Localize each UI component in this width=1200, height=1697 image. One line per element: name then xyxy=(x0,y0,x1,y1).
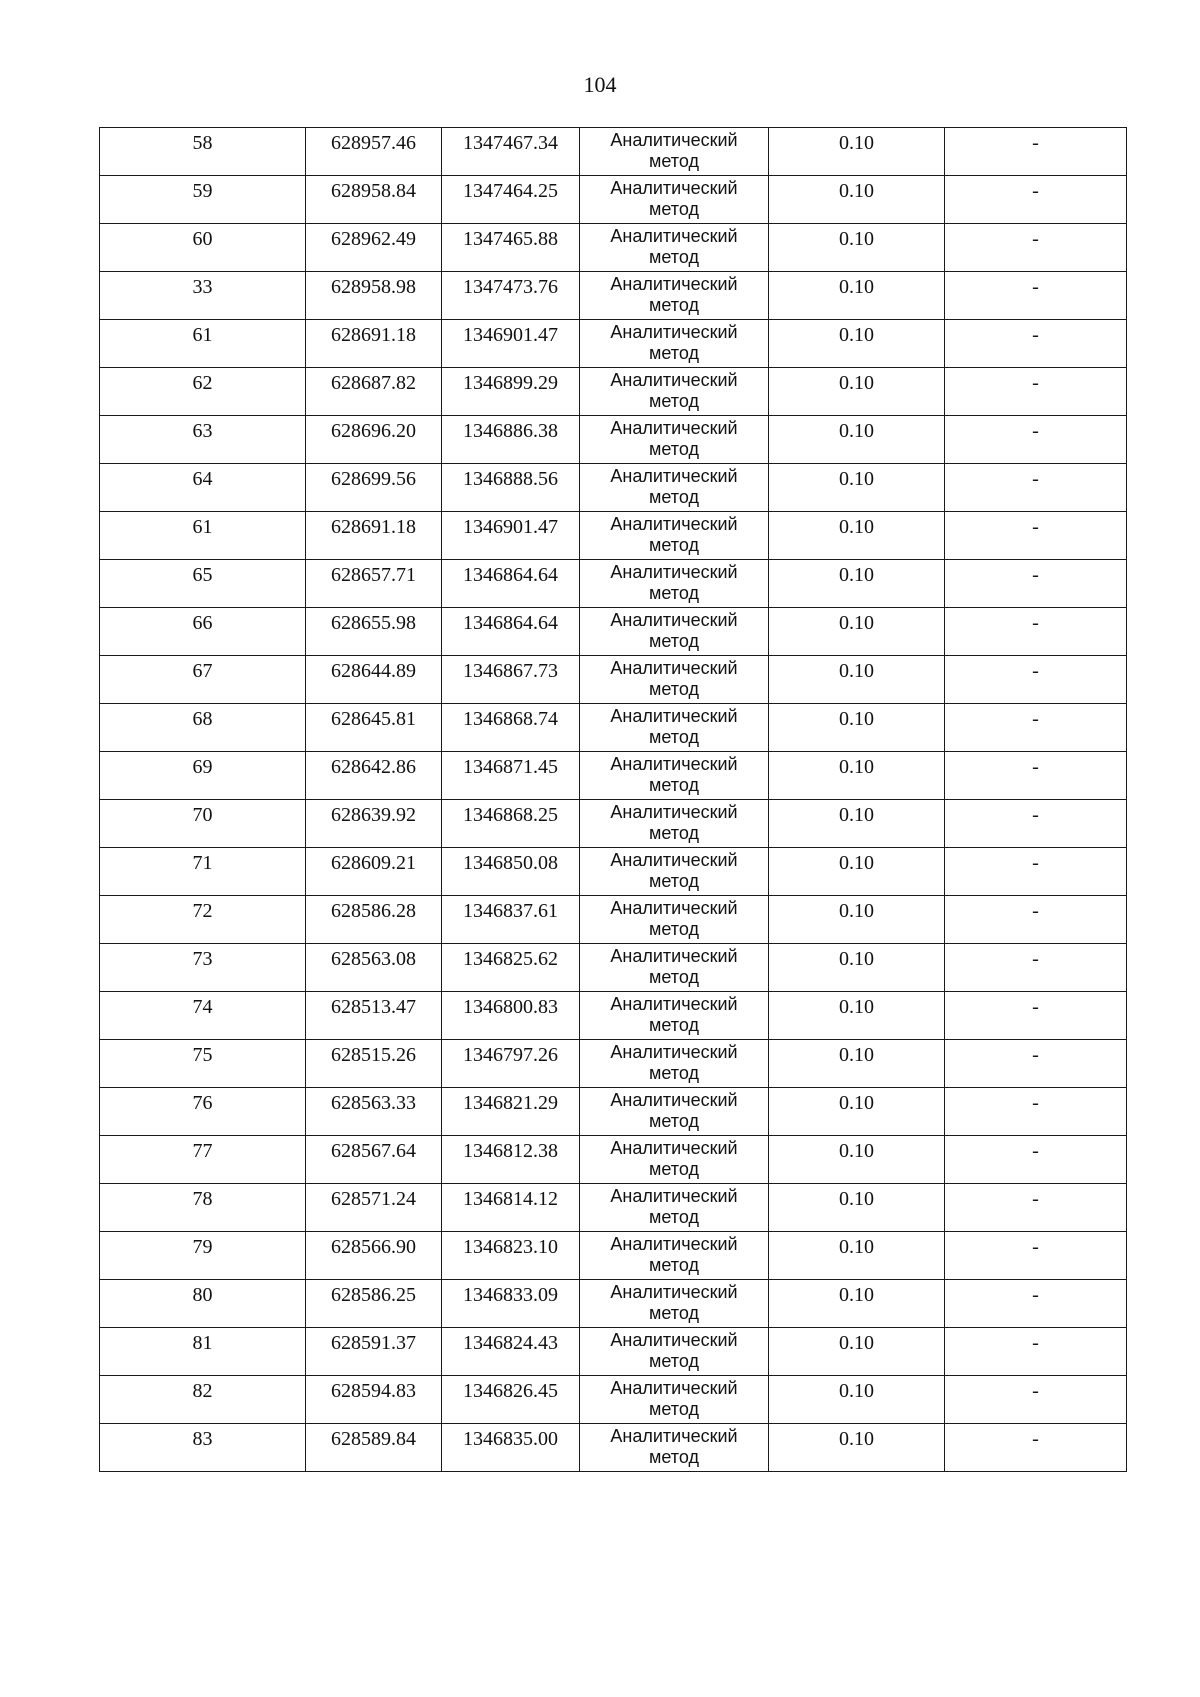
method-line-1: Аналитический xyxy=(610,1378,738,1398)
table-row xyxy=(100,992,1127,1040)
method-cell xyxy=(580,896,769,944)
method-line-2: метод xyxy=(649,295,699,315)
x-coordinate-cell: 628515.26 xyxy=(306,1040,442,1088)
y-coordinate-cell: 1346886.38 xyxy=(442,416,580,464)
accuracy-cell: 0.10 xyxy=(769,1424,945,1472)
method-line-2: метод xyxy=(649,1111,699,1131)
point-number-cell: 74 xyxy=(100,992,306,1040)
accuracy-cell: 0.10 xyxy=(769,560,945,608)
accuracy-cell: 0.10 xyxy=(769,320,945,368)
y-coordinate-cell: 1346888.56 xyxy=(442,464,580,512)
y-coordinate-cell: 1347465.88 xyxy=(442,224,580,272)
accuracy-cell: 0.10 xyxy=(769,464,945,512)
point-number-cell: 77 xyxy=(100,1136,306,1184)
y-coordinate-cell: 1346835.00 xyxy=(442,1424,580,1472)
x-coordinate-cell: 628589.84 xyxy=(306,1424,442,1472)
y-coordinate-cell: 1347464.25 xyxy=(442,176,580,224)
point-number-cell: 65 xyxy=(100,560,306,608)
x-coordinate-cell: 628609.21 xyxy=(306,848,442,896)
accuracy-cell: 0.10 xyxy=(769,1232,945,1280)
method-line-1: Аналитический xyxy=(610,274,738,294)
method-line-2: метод xyxy=(649,247,699,267)
note-cell: - xyxy=(945,704,1127,752)
table-row xyxy=(100,656,1127,704)
method-line-2: метод xyxy=(649,823,699,843)
note-cell: - xyxy=(945,320,1127,368)
y-coordinate-cell: 1346868.74 xyxy=(442,704,580,752)
method-line-1: Аналитический xyxy=(610,1330,738,1350)
accuracy-cell: 0.10 xyxy=(769,896,945,944)
table-row xyxy=(100,560,1127,608)
method-line-1: Аналитический xyxy=(610,706,738,726)
y-coordinate-cell: 1346797.26 xyxy=(442,1040,580,1088)
method-cell xyxy=(580,272,769,320)
note-cell: - xyxy=(945,992,1127,1040)
x-coordinate-cell: 628563.33 xyxy=(306,1088,442,1136)
accuracy-cell: 0.10 xyxy=(769,128,945,176)
page-number: 104 xyxy=(583,72,617,97)
table-row xyxy=(100,368,1127,416)
point-number-cell: 73 xyxy=(100,944,306,992)
table-row xyxy=(100,608,1127,656)
method-line-2: метод xyxy=(649,487,699,507)
method-line-2: метод xyxy=(649,919,699,939)
accuracy-cell: 0.10 xyxy=(769,368,945,416)
accuracy-cell: 0.10 xyxy=(769,512,945,560)
method-line-1: Аналитический xyxy=(610,994,738,1014)
y-coordinate-cell: 1346864.64 xyxy=(442,560,580,608)
y-coordinate-cell: 1346833.09 xyxy=(442,1280,580,1328)
point-number-cell: 58 xyxy=(100,128,306,176)
x-coordinate-cell: 628591.37 xyxy=(306,1328,442,1376)
method-line-2: метод xyxy=(649,871,699,891)
accuracy-cell: 0.10 xyxy=(769,1328,945,1376)
method-line-2: метод xyxy=(649,1207,699,1227)
coordinates-table-body xyxy=(100,128,1127,1472)
method-line-1: Аналитический xyxy=(610,1234,738,1254)
note-cell: - xyxy=(945,224,1127,272)
method-cell xyxy=(580,800,769,848)
accuracy-cell: 0.10 xyxy=(769,176,945,224)
x-coordinate-cell: 628566.90 xyxy=(306,1232,442,1280)
method-cell xyxy=(580,464,769,512)
y-coordinate-cell: 1346821.29 xyxy=(442,1088,580,1136)
point-number-cell: 61 xyxy=(100,512,306,560)
method-line-1: Аналитический xyxy=(610,1090,738,1110)
table-row xyxy=(100,464,1127,512)
method-line-2: метод xyxy=(649,1303,699,1323)
point-number-cell: 69 xyxy=(100,752,306,800)
accuracy-cell: 0.10 xyxy=(769,1136,945,1184)
method-cell xyxy=(580,704,769,752)
method-line-1: Аналитический xyxy=(610,130,738,150)
note-cell: - xyxy=(945,608,1127,656)
method-cell xyxy=(580,1136,769,1184)
point-number-cell: 67 xyxy=(100,656,306,704)
note-cell: - xyxy=(945,1040,1127,1088)
point-number-cell: 78 xyxy=(100,1184,306,1232)
method-line-2: метод xyxy=(649,1255,699,1275)
method-line-2: метод xyxy=(649,1159,699,1179)
point-number-cell: 76 xyxy=(100,1088,306,1136)
method-cell xyxy=(580,1232,769,1280)
note-cell: - xyxy=(945,1136,1127,1184)
method-cell xyxy=(580,512,769,560)
note-cell: - xyxy=(945,1328,1127,1376)
note-cell: - xyxy=(945,464,1127,512)
method-line-1: Аналитический xyxy=(610,850,738,870)
x-coordinate-cell: 628645.81 xyxy=(306,704,442,752)
table-row xyxy=(100,1040,1127,1088)
method-line-1: Аналитический xyxy=(610,1042,738,1062)
method-line-2: метод xyxy=(649,439,699,459)
y-coordinate-cell: 1346837.61 xyxy=(442,896,580,944)
point-number-cell: 64 xyxy=(100,464,306,512)
y-coordinate-cell: 1346871.45 xyxy=(442,752,580,800)
y-coordinate-cell: 1346901.47 xyxy=(442,512,580,560)
method-cell xyxy=(580,656,769,704)
note-cell: - xyxy=(945,848,1127,896)
method-line-2: метод xyxy=(649,1351,699,1371)
note-cell: - xyxy=(945,272,1127,320)
method-line-2: метод xyxy=(649,151,699,171)
table-row xyxy=(100,176,1127,224)
table-row xyxy=(100,416,1127,464)
accuracy-cell: 0.10 xyxy=(769,848,945,896)
method-cell xyxy=(580,1424,769,1472)
x-coordinate-cell: 628586.25 xyxy=(306,1280,442,1328)
method-cell xyxy=(580,224,769,272)
point-number-cell: 70 xyxy=(100,800,306,848)
coordinates-table xyxy=(99,127,1127,1472)
y-coordinate-cell: 1346899.29 xyxy=(442,368,580,416)
method-cell xyxy=(580,608,769,656)
point-number-cell: 82 xyxy=(100,1376,306,1424)
method-line-2: метод xyxy=(649,1447,699,1467)
x-coordinate-cell: 628958.98 xyxy=(306,272,442,320)
point-number-cell: 61 xyxy=(100,320,306,368)
x-coordinate-cell: 628699.56 xyxy=(306,464,442,512)
table-row xyxy=(100,224,1127,272)
table-row xyxy=(100,272,1127,320)
x-coordinate-cell: 628567.64 xyxy=(306,1136,442,1184)
x-coordinate-cell: 628586.28 xyxy=(306,896,442,944)
y-coordinate-cell: 1346814.12 xyxy=(442,1184,580,1232)
point-number-cell: 75 xyxy=(100,1040,306,1088)
x-coordinate-cell: 628958.84 xyxy=(306,176,442,224)
x-coordinate-cell: 628644.89 xyxy=(306,656,442,704)
note-cell: - xyxy=(945,1184,1127,1232)
method-cell xyxy=(580,416,769,464)
x-coordinate-cell: 628691.18 xyxy=(306,320,442,368)
method-line-1: Аналитический xyxy=(610,946,738,966)
y-coordinate-cell: 1346825.62 xyxy=(442,944,580,992)
accuracy-cell: 0.10 xyxy=(769,608,945,656)
method-line-1: Аналитический xyxy=(610,754,738,774)
method-cell xyxy=(580,1280,769,1328)
y-coordinate-cell: 1346850.08 xyxy=(442,848,580,896)
y-coordinate-cell: 1346823.10 xyxy=(442,1232,580,1280)
table-row xyxy=(100,944,1127,992)
y-coordinate-cell: 1346812.38 xyxy=(442,1136,580,1184)
y-coordinate-cell: 1346800.83 xyxy=(442,992,580,1040)
point-number-cell: 63 xyxy=(100,416,306,464)
accuracy-cell: 0.10 xyxy=(769,272,945,320)
note-cell: - xyxy=(945,1088,1127,1136)
method-line-1: Аналитический xyxy=(610,802,738,822)
note-cell: - xyxy=(945,1280,1127,1328)
note-cell: - xyxy=(945,560,1127,608)
note-cell: - xyxy=(945,656,1127,704)
method-cell xyxy=(580,1088,769,1136)
y-coordinate-cell: 1346901.47 xyxy=(442,320,580,368)
x-coordinate-cell: 628563.08 xyxy=(306,944,442,992)
method-line-2: метод xyxy=(649,967,699,987)
note-cell: - xyxy=(945,128,1127,176)
method-line-2: метод xyxy=(649,1399,699,1419)
method-cell xyxy=(580,1184,769,1232)
y-coordinate-cell: 1346867.73 xyxy=(442,656,580,704)
point-number-cell: 66 xyxy=(100,608,306,656)
x-coordinate-cell: 628571.24 xyxy=(306,1184,442,1232)
method-line-2: метод xyxy=(649,727,699,747)
y-coordinate-cell: 1346868.25 xyxy=(442,800,580,848)
table-row xyxy=(100,1424,1127,1472)
table-row xyxy=(100,752,1127,800)
table-row xyxy=(100,1280,1127,1328)
y-coordinate-cell: 1347467.34 xyxy=(442,128,580,176)
table-row xyxy=(100,1184,1127,1232)
note-cell: - xyxy=(945,1376,1127,1424)
method-cell xyxy=(580,560,769,608)
table-row xyxy=(100,704,1127,752)
method-cell xyxy=(580,752,769,800)
method-cell xyxy=(580,848,769,896)
y-coordinate-cell: 1346864.64 xyxy=(442,608,580,656)
method-line-2: метод xyxy=(649,391,699,411)
point-number-cell: 60 xyxy=(100,224,306,272)
method-line-1: Аналитический xyxy=(610,370,738,390)
y-coordinate-cell: 1346826.45 xyxy=(442,1376,580,1424)
note-cell: - xyxy=(945,512,1127,560)
accuracy-cell: 0.10 xyxy=(769,1088,945,1136)
method-cell xyxy=(580,128,769,176)
accuracy-cell: 0.10 xyxy=(769,224,945,272)
method-cell xyxy=(580,992,769,1040)
x-coordinate-cell: 628657.71 xyxy=(306,560,442,608)
table-row xyxy=(100,512,1127,560)
table-row xyxy=(100,1328,1127,1376)
method-line-1: Аналитический xyxy=(610,1138,738,1158)
point-number-cell: 62 xyxy=(100,368,306,416)
point-number-cell: 71 xyxy=(100,848,306,896)
note-cell: - xyxy=(945,1424,1127,1472)
method-line-1: Аналитический xyxy=(610,514,738,534)
point-number-cell: 83 xyxy=(100,1424,306,1472)
method-line-1: Аналитический xyxy=(610,1186,738,1206)
table-row xyxy=(100,320,1127,368)
accuracy-cell: 0.10 xyxy=(769,752,945,800)
method-line-2: метод xyxy=(649,775,699,795)
accuracy-cell: 0.10 xyxy=(769,1184,945,1232)
method-cell xyxy=(580,368,769,416)
x-coordinate-cell: 628691.18 xyxy=(306,512,442,560)
table-row xyxy=(100,848,1127,896)
point-number-cell: 72 xyxy=(100,896,306,944)
note-cell: - xyxy=(945,800,1127,848)
accuracy-cell: 0.10 xyxy=(769,656,945,704)
accuracy-cell: 0.10 xyxy=(769,416,945,464)
method-line-1: Аналитический xyxy=(610,898,738,918)
x-coordinate-cell: 628962.49 xyxy=(306,224,442,272)
method-line-1: Аналитический xyxy=(610,418,738,438)
method-line-2: метод xyxy=(649,679,699,699)
method-cell xyxy=(580,944,769,992)
accuracy-cell: 0.10 xyxy=(769,992,945,1040)
method-line-2: метод xyxy=(649,583,699,603)
note-cell: - xyxy=(945,416,1127,464)
table-row xyxy=(100,1376,1127,1424)
x-coordinate-cell: 628655.98 xyxy=(306,608,442,656)
method-line-1: Аналитический xyxy=(610,322,738,342)
accuracy-cell: 0.10 xyxy=(769,1280,945,1328)
x-coordinate-cell: 628594.83 xyxy=(306,1376,442,1424)
note-cell: - xyxy=(945,944,1127,992)
accuracy-cell: 0.10 xyxy=(769,1040,945,1088)
note-cell: - xyxy=(945,752,1127,800)
method-line-1: Аналитический xyxy=(610,658,738,678)
x-coordinate-cell: 628513.47 xyxy=(306,992,442,1040)
method-line-1: Аналитический xyxy=(610,610,738,630)
accuracy-cell: 0.10 xyxy=(769,800,945,848)
point-number-cell: 80 xyxy=(100,1280,306,1328)
x-coordinate-cell: 628639.92 xyxy=(306,800,442,848)
table-row xyxy=(100,128,1127,176)
method-line-1: Аналитический xyxy=(610,226,738,246)
point-number-cell: 81 xyxy=(100,1328,306,1376)
method-line-2: метод xyxy=(649,631,699,651)
table-row xyxy=(100,896,1127,944)
x-coordinate-cell: 628642.86 xyxy=(306,752,442,800)
x-coordinate-cell: 628957.46 xyxy=(306,128,442,176)
note-cell: - xyxy=(945,368,1127,416)
point-number-cell: 68 xyxy=(100,704,306,752)
method-cell xyxy=(580,1040,769,1088)
point-number-cell: 59 xyxy=(100,176,306,224)
method-cell xyxy=(580,320,769,368)
point-number-cell: 33 xyxy=(100,272,306,320)
note-cell: - xyxy=(945,176,1127,224)
note-cell: - xyxy=(945,896,1127,944)
table-row xyxy=(100,1136,1127,1184)
method-line-2: метод xyxy=(649,1015,699,1035)
method-cell xyxy=(580,176,769,224)
note-cell: - xyxy=(945,1232,1127,1280)
table-row xyxy=(100,800,1127,848)
accuracy-cell: 0.10 xyxy=(769,1376,945,1424)
method-line-2: метод xyxy=(649,343,699,363)
x-coordinate-cell: 628687.82 xyxy=(306,368,442,416)
method-cell xyxy=(580,1376,769,1424)
method-line-1: Аналитический xyxy=(610,178,738,198)
table-row xyxy=(100,1088,1127,1136)
method-line-1: Аналитический xyxy=(610,1282,738,1302)
y-coordinate-cell: 1347473.76 xyxy=(442,272,580,320)
method-line-2: метод xyxy=(649,199,699,219)
x-coordinate-cell: 628696.20 xyxy=(306,416,442,464)
method-line-2: метод xyxy=(649,535,699,555)
accuracy-cell: 0.10 xyxy=(769,704,945,752)
method-line-1: Аналитический xyxy=(610,1426,738,1446)
method-cell xyxy=(580,1328,769,1376)
y-coordinate-cell: 1346824.43 xyxy=(442,1328,580,1376)
point-number-cell: 79 xyxy=(100,1232,306,1280)
method-line-1: Аналитический xyxy=(610,466,738,486)
method-line-1: Аналитический xyxy=(610,562,738,582)
table-row xyxy=(100,1232,1127,1280)
accuracy-cell: 0.10 xyxy=(769,944,945,992)
method-line-2: метод xyxy=(649,1063,699,1083)
